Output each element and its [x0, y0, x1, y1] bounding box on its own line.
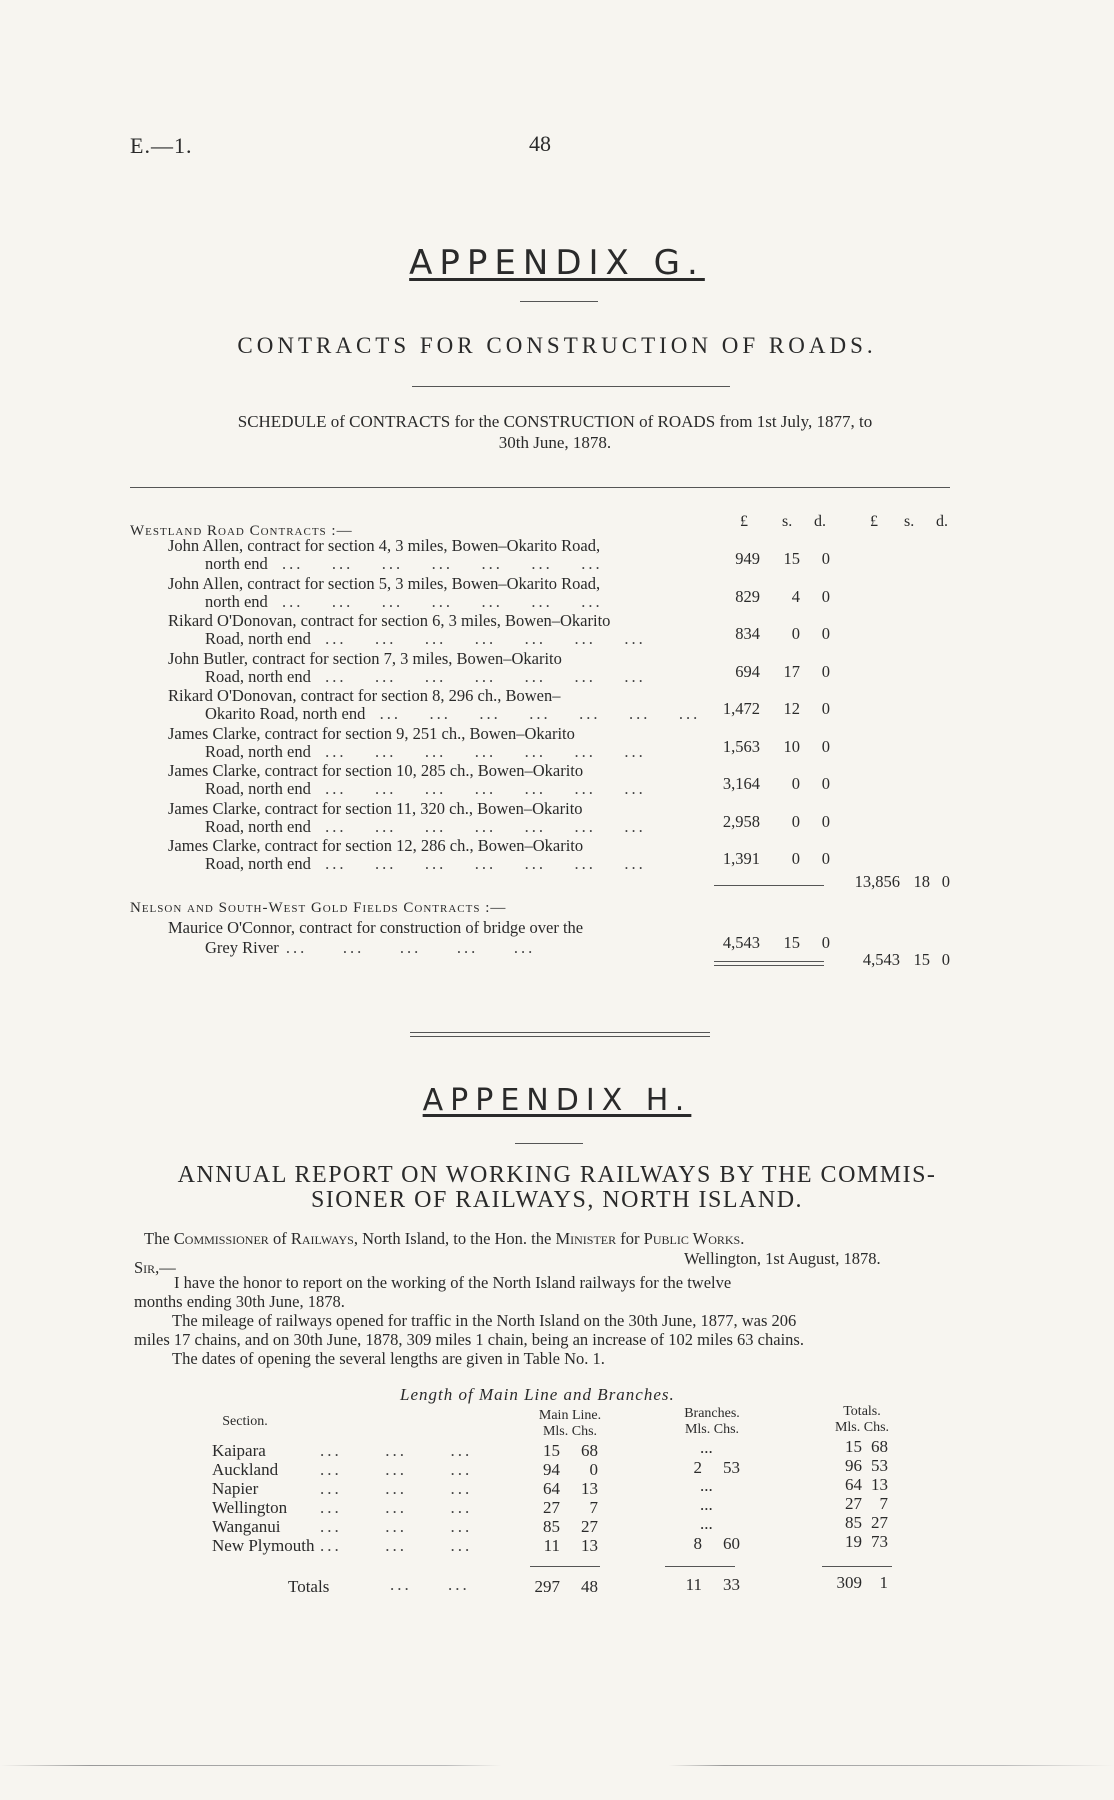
group-total-pence: 0 [941, 950, 950, 969]
leader-dots: ... ... [390, 1575, 470, 1594]
col-header-main: Main Line. Mls. Chs. [538, 1408, 602, 1439]
total-rule [822, 1566, 892, 1567]
col-header-totals: Totals. Mls. Chs. [834, 1404, 890, 1435]
total-all-chains: 1 [879, 1573, 888, 1592]
amount-shillings: 0 [791, 774, 800, 793]
paragraph2-line2: miles 17 chains, and on 30th June, 1878, 309 miles 1 chain, being an increase of 102 miles 63 chains. [134, 1330, 804, 1349]
amount-pounds: 2,958 [722, 812, 760, 831]
contract-line2: Road, north end ... ... ... ... ... ... ... [205, 779, 646, 798]
amount-shillings: 0 [791, 849, 800, 868]
table-row-main-chains: 27 [581, 1517, 598, 1536]
contract-line2: Road, north end ... ... ... ... ... ... ... [205, 742, 646, 761]
contract-line1: Maurice O'Connor, contract for construction of bridge over the [168, 918, 584, 937]
table-row-branch-blank: ... [700, 1476, 713, 1495]
total-rule [665, 1566, 735, 1567]
contract-line1: James Clarke, contract for section 10, 285 ch., Bowen–Okarito [168, 761, 584, 780]
table-row-total-chains: 73 [871, 1532, 888, 1551]
table-top-rule [130, 487, 950, 488]
section-title: CONTRACTS FOR CONSTRUCTION OF ROADS. [237, 333, 877, 358]
total-rule [530, 1566, 600, 1567]
group-total-shillings: 18 [913, 872, 930, 891]
amount-pence: 0 [821, 624, 830, 643]
contract-line1: Rikard O'Donovan, contract for section 6, 3 miles, Bowen–Okarito [168, 611, 611, 630]
amount-pounds: 4,543 [722, 933, 760, 952]
divider [412, 386, 730, 387]
salutation: Sir,— [134, 1258, 176, 1277]
amount-pence: 0 [821, 933, 830, 952]
table-row-main-miles: 94 [543, 1460, 560, 1479]
amount-pounds: 1,472 [722, 699, 760, 718]
amount-shillings: 0 [791, 624, 800, 643]
total-main-chains: 48 [581, 1577, 598, 1596]
contract-line2: Road, north end ... ... ... ... ... ... ... [205, 629, 646, 648]
section-double-rule [410, 1032, 710, 1037]
amount-pence: 0 [821, 812, 830, 831]
table-row-main-chains: 68 [581, 1441, 598, 1460]
total-all-miles: 309 [836, 1573, 862, 1592]
amount-pounds: 1,391 [722, 849, 760, 868]
amount-pounds: 3,164 [722, 774, 760, 793]
table-row-main-chains: 13 [581, 1536, 598, 1555]
appendix-h-title: APPENDIX H. [422, 1083, 692, 1118]
table-row-section: Kaipara [212, 1441, 266, 1460]
amount-pounds: 694 [735, 662, 760, 681]
contract-line2: Road, north end ... ... ... ... ... ... ... [205, 854, 646, 873]
pounds-header: £ [740, 513, 748, 530]
schedule-heading-line2: 30th June, 1878. [498, 433, 612, 452]
amount-pence: 0 [821, 699, 830, 718]
group-heading-nelson: Nelson and South-West Gold Fields Contracts :— [130, 900, 507, 916]
contract-line1: John Allen, contract for section 4, 3 miles, Bowen–Okarito Road, [168, 536, 601, 555]
table-row-total-chains: 7 [879, 1494, 888, 1513]
table-row-main-miles: 85 [543, 1517, 560, 1536]
amount-shillings: 15 [783, 549, 800, 568]
table-row-main-chains: 13 [581, 1479, 598, 1498]
appendix-g-title: APPENDIX G. [409, 243, 705, 283]
amount-pounds: 834 [735, 624, 760, 643]
total-pence-header: d. [936, 513, 948, 530]
amount-pounds: 829 [735, 587, 760, 606]
amount-pence: 0 [821, 549, 830, 568]
contract-line2: Grey River ... ... ... ... ... [205, 938, 536, 957]
divider [515, 1143, 583, 1144]
report-title-line1: ANNUAL REPORT ON WORKING RAILWAYS BY THE COMMIS- [177, 1162, 937, 1188]
table-row-branch-blank: ... [700, 1438, 713, 1457]
contract-line1: James Clarke, contract for section 11, 320 ch., Bowen–Okarito [168, 799, 583, 818]
amount-shillings: 15 [783, 933, 800, 952]
table-row-main-miles: 64 [543, 1479, 560, 1498]
page-number: 48 [529, 131, 551, 156]
leader-dots: ... ... ... [320, 1517, 473, 1536]
divider [520, 301, 598, 302]
document-reference: E.—1. [130, 133, 193, 158]
table-row-branch-blank: ... [700, 1514, 713, 1533]
table-row-total-miles: 64 [845, 1475, 862, 1494]
table-caption: Length of Main Line and Branches. [400, 1385, 675, 1404]
contract-line2: Road, north end ... ... ... ... ... ... ... [205, 667, 646, 686]
leader-dots: ... ... ... [320, 1498, 473, 1517]
contract-line1: Rikard O'Donovan, contract for section 8, 296 ch., Bowen– [168, 686, 561, 705]
table-row-total-miles: 27 [845, 1494, 862, 1513]
table-row-main-chains: 0 [589, 1460, 598, 1479]
amount-shillings: 0 [791, 812, 800, 831]
contract-line2: north end ... ... ... ... ... ... ... [205, 554, 603, 573]
table-row-section: Napier [212, 1479, 259, 1498]
table-row-total-chains: 13 [871, 1475, 888, 1494]
group-total-pounds: 13,856 [854, 872, 900, 891]
table-row-total-chains: 53 [871, 1456, 888, 1475]
amount-pence: 0 [821, 774, 830, 793]
date-line: Wellington, 1st August, 1878. [684, 1249, 881, 1268]
paragraph1-line2: months ending 30th June, 1878. [134, 1292, 345, 1311]
amount-pence: 0 [821, 849, 830, 868]
contract-line1: James Clarke, contract for section 9, 251 ch., Bowen–Okarito [168, 724, 575, 743]
total-branch-chains: 33 [723, 1575, 740, 1594]
table-row-main-miles: 15 [543, 1441, 560, 1460]
table-row-main-miles: 11 [543, 1536, 560, 1555]
table-row-total-miles: 85 [845, 1513, 862, 1532]
table-row-total-chains: 27 [871, 1513, 888, 1532]
leader-dots: ... ... ... [320, 1460, 473, 1479]
table-row-total-chains: 68 [871, 1437, 888, 1456]
contract-line2: Road, north end ... ... ... ... ... ... ... [205, 817, 646, 836]
contract-line1: John Allen, contract for section 5, 3 miles, Bowen–Okarito Road, [168, 574, 601, 593]
table-row-branch-chains: 53 [723, 1458, 740, 1477]
leader-dots: ... ... ... [320, 1441, 473, 1460]
amount-pounds: 1,563 [722, 737, 760, 756]
schedule-heading-line1: SCHEDULE of CONTRACTS for the CONSTRUCTION of ROADS from 1st July, 1877, to [237, 412, 873, 431]
paragraph1-line1: I have the honor to report on the working of the North Island railways for the twelve [174, 1273, 732, 1292]
paragraph3: The dates of opening the several lengths are given in Table No. 1. [172, 1349, 605, 1368]
amount-pence: 0 [821, 662, 830, 681]
group-total-pence: 0 [941, 872, 950, 891]
amount-pounds: 949 [735, 549, 760, 568]
col-header-branches: Branches. Mls. Chs. [684, 1406, 740, 1437]
table-row-branch-chains: 60 [723, 1534, 740, 1553]
shillings-header: s. [782, 513, 793, 530]
totals-label: Totals [288, 1577, 330, 1596]
total-shillings-header: s. [904, 513, 915, 530]
contract-line2: north end ... ... ... ... ... ... ... [205, 592, 603, 611]
total-pounds-header: £ [870, 513, 878, 530]
contract-line1: John Butler, contract for section 7, 3 miles, Bowen–Okarito [168, 649, 562, 668]
address-line: The Commissioner of Railways, North Island, to the Hon. the Minister for Public Works. [144, 1229, 745, 1248]
table-row-main-miles: 27 [543, 1498, 560, 1517]
table-row-total-miles: 19 [845, 1532, 862, 1551]
table-row-total-miles: 96 [845, 1456, 862, 1475]
table-row-branch-blank: ... [700, 1495, 713, 1514]
table-row-section: Wellington [212, 1498, 288, 1517]
leader-dots: ... ... ... [320, 1479, 473, 1498]
group-total-shillings: 15 [913, 950, 930, 969]
table-row-branch-miles: 2 [693, 1458, 702, 1477]
group-total-pounds: 4,543 [862, 950, 900, 969]
total-main-miles: 297 [534, 1577, 560, 1596]
pence-header: d. [814, 513, 826, 530]
contract-line2: Okarito Road, north end ... ... ... ... ... ... ... [205, 704, 700, 723]
leader-dots: ... ... ... [320, 1536, 473, 1555]
amount-shillings: 10 [783, 737, 800, 756]
amount-shillings: 4 [791, 587, 800, 606]
table-row-branch-miles: 8 [693, 1534, 702, 1553]
group-heading-westland: Westland Road Contracts :— [130, 523, 353, 539]
amount-pence: 0 [821, 587, 830, 606]
table-row-section: Wanganui [212, 1517, 281, 1536]
table-row-total-miles: 15 [845, 1437, 862, 1456]
subtotal-rule [714, 885, 824, 886]
amount-pence: 0 [821, 737, 830, 756]
col-header-section: Section. [222, 1414, 268, 1429]
report-title-line2: SIONER OF RAILWAYS, NORTH ISLAND. [310, 1187, 804, 1213]
amount-shillings: 17 [783, 662, 800, 681]
amount-shillings: 12 [783, 699, 800, 718]
page-edge-mark [0, 1765, 1114, 1766]
total-branch-miles: 11 [685, 1575, 702, 1594]
subtotal-rule [714, 961, 824, 966]
table-row-section: Auckland [212, 1460, 279, 1479]
paragraph2-line1: The mileage of railways opened for traffic in the North Island on the 30th June, 1877, was 206 [172, 1311, 797, 1330]
table-row-section: New Plymouth [212, 1536, 315, 1555]
contract-line1: James Clarke, contract for section 12, 286 ch., Bowen–Okarito [168, 836, 584, 855]
table-row-main-chains: 7 [589, 1498, 598, 1517]
